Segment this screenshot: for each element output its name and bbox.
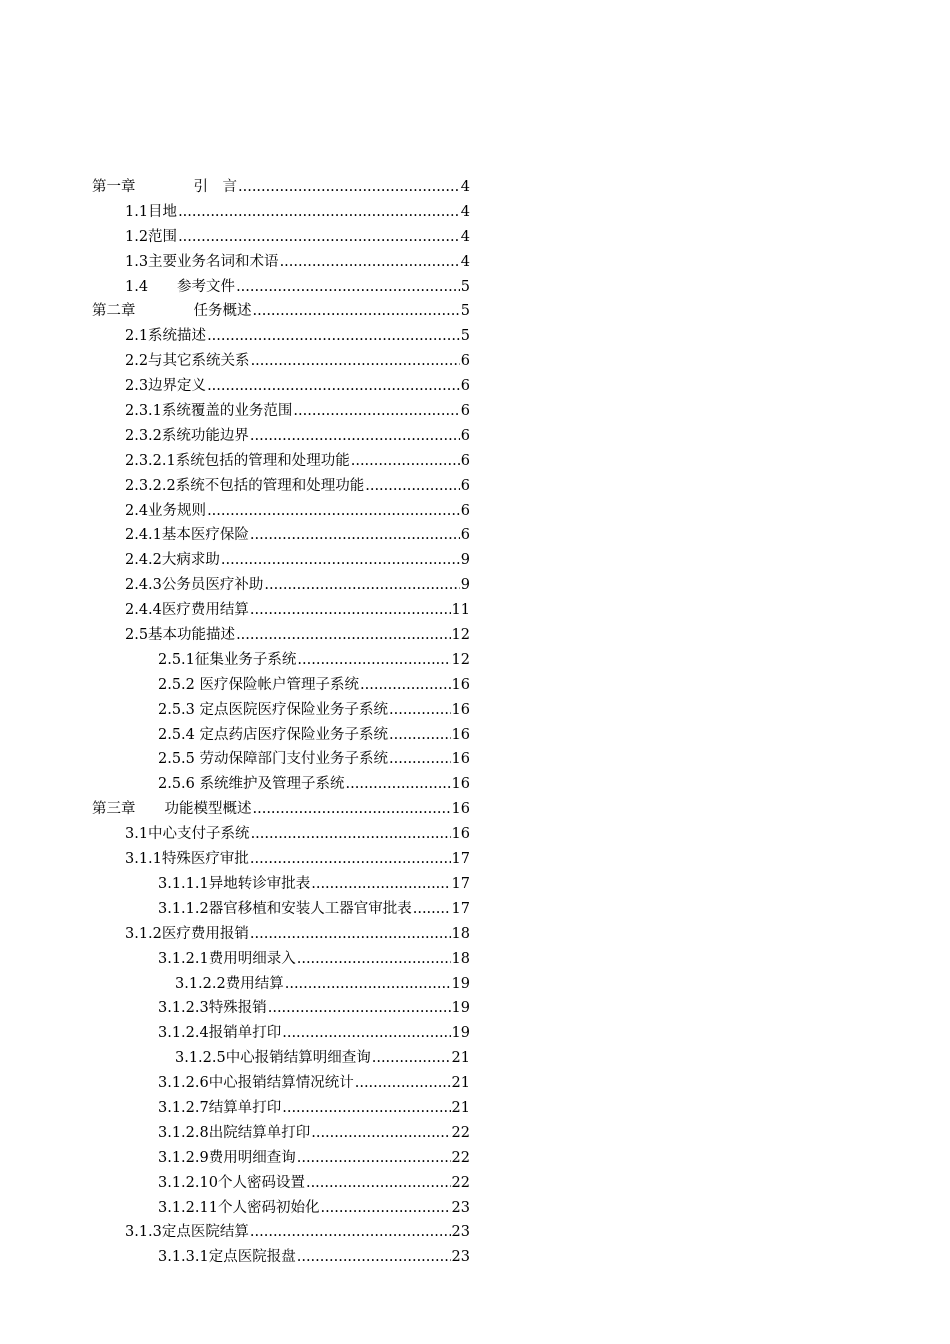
toc-leader-dots bbox=[236, 275, 460, 300]
toc-leader-dots bbox=[207, 499, 460, 524]
toc-entry-text: 3.1.2.4报销单打印 bbox=[158, 1025, 282, 1042]
toc-entry-text: 2.3边界定义 bbox=[125, 378, 207, 395]
toc-page-number: 17 bbox=[451, 900, 470, 917]
toc-entry-text: 1.2范围 bbox=[125, 228, 178, 245]
toc-leader-dots bbox=[297, 648, 450, 673]
toc-leader-dots bbox=[207, 374, 460, 399]
toc-entry[interactable] bbox=[158, 747, 470, 772]
toc-page-number: 16 bbox=[451, 726, 470, 743]
toc-page-number: 19 bbox=[451, 1025, 470, 1042]
toc-leader-dots bbox=[297, 1245, 451, 1270]
toc-page-number: 9 bbox=[460, 552, 470, 569]
toc-entry-text: 3.1.2.11个人密码初始化 bbox=[158, 1199, 320, 1216]
toc-page-number: 6 bbox=[460, 477, 470, 494]
toc-entry-text: 2.5.1征集业务子系统 bbox=[158, 651, 297, 668]
toc-entry[interactable] bbox=[125, 250, 470, 275]
toc-entry-text: 2.3.1系统覆盖的业务范围 bbox=[125, 403, 293, 420]
toc-entry[interactable] bbox=[125, 449, 470, 474]
toc-entry-text: 3.1.2.1费用明细录入 bbox=[158, 950, 296, 967]
toc-leader-dots bbox=[253, 797, 451, 822]
toc-entry-text: 2.2与其它系统关系 bbox=[125, 353, 250, 370]
toc-entry-text: 2.3.2.2系统不包括的管理和处理功能 bbox=[125, 477, 365, 494]
toc-leader-dots bbox=[282, 1021, 450, 1046]
toc-entry-text: 2.5.5 劳动保障部门支付业务子系统 bbox=[158, 751, 389, 768]
toc-page-number: 16 bbox=[451, 676, 470, 693]
toc-page-number: 6 bbox=[460, 403, 470, 420]
toc-entry[interactable] bbox=[175, 1046, 470, 1071]
toc-page-number: 21 bbox=[451, 1050, 470, 1067]
toc-entry-text: 1.4 参考文件 bbox=[125, 278, 236, 295]
toc-page-number: 21 bbox=[451, 1099, 470, 1116]
toc-page-number: 19 bbox=[451, 1000, 470, 1017]
toc-entry-text: 3.1.2.6中心报销结算情况统计 bbox=[158, 1075, 354, 1092]
toc-page-number: 6 bbox=[460, 527, 470, 544]
toc-entry[interactable] bbox=[158, 723, 470, 748]
toc-leader-dots bbox=[250, 598, 451, 623]
toc-entry-text: 2.3.2.1系统包括的管理和处理功能 bbox=[125, 452, 350, 469]
toc-leader-dots bbox=[250, 523, 460, 548]
toc-leader-dots bbox=[293, 399, 459, 424]
toc-entry-text: 2.5.3 定点医院医疗保险业务子系统 bbox=[158, 701, 389, 718]
toc-entry[interactable] bbox=[125, 275, 470, 300]
toc-entry-text: 第一章 引 言 bbox=[92, 179, 237, 195]
toc-page-number: 6 bbox=[460, 353, 470, 370]
toc-page-number: 4 bbox=[460, 203, 470, 220]
toc-entry[interactable] bbox=[158, 897, 470, 922]
toc-entry[interactable] bbox=[158, 1196, 470, 1221]
toc-entry[interactable] bbox=[158, 872, 470, 897]
toc-entry-text: 3.1.2.2费用结算 bbox=[175, 975, 284, 992]
toc-entry-text: 1.3主要业务名词和术语 bbox=[125, 253, 279, 270]
toc-leader-dots bbox=[178, 200, 460, 225]
toc-page-number: 5 bbox=[460, 328, 470, 345]
toc-entry[interactable] bbox=[125, 573, 470, 598]
toc-entry[interactable] bbox=[158, 1021, 470, 1046]
toc-entry[interactable] bbox=[125, 922, 470, 947]
toc-leader-dots bbox=[389, 747, 451, 772]
toc-entry-text: 3.1中心支付子系统 bbox=[125, 826, 250, 843]
toc-entry[interactable] bbox=[158, 1146, 470, 1171]
table-of-contents bbox=[0, 175, 950, 1270]
toc-entry-text: 2.4业务规则 bbox=[125, 502, 207, 519]
toc-entry-text: 3.1.3定点医院结算 bbox=[125, 1224, 249, 1241]
toc-entry-text: 2.5.6 系统维护及管理子系统 bbox=[158, 776, 345, 793]
toc-leader-dots bbox=[389, 698, 451, 723]
toc-leader-dots bbox=[253, 299, 460, 324]
toc-entry[interactable] bbox=[158, 1096, 470, 1121]
toc-entry[interactable] bbox=[125, 499, 470, 524]
toc-page-number: 4 bbox=[460, 179, 470, 195]
toc-leader-dots bbox=[311, 872, 450, 897]
toc-leader-dots bbox=[297, 947, 451, 972]
toc-page-number: 16 bbox=[451, 751, 470, 768]
toc-entry[interactable] bbox=[92, 299, 470, 324]
toc-leader-dots bbox=[372, 1046, 451, 1071]
toc-entry-text: 3.1.3.1定点医院报盘 bbox=[158, 1249, 296, 1266]
toc-page-number: 22 bbox=[451, 1174, 470, 1191]
toc-leader-dots bbox=[311, 1121, 450, 1146]
toc-leader-dots bbox=[178, 225, 460, 250]
toc-page-number: 16 bbox=[451, 801, 470, 818]
toc-leader-dots bbox=[250, 922, 451, 947]
toc-entry-text: 3.1.1.1异地转诊审批表 bbox=[158, 875, 311, 892]
toc-leader-dots bbox=[346, 772, 451, 797]
toc-entry-text: 3.1.2.10个人密码设置 bbox=[158, 1174, 305, 1191]
toc-entry[interactable] bbox=[125, 374, 470, 399]
toc-leader-dots bbox=[268, 996, 451, 1021]
toc-entry[interactable] bbox=[125, 324, 470, 349]
toc-entry-text: 3.1.2.8出院结算单打印 bbox=[158, 1124, 311, 1141]
toc-leader-dots bbox=[285, 972, 451, 997]
toc-entry[interactable] bbox=[158, 1121, 470, 1146]
toc-page-number: 6 bbox=[460, 378, 470, 395]
toc-entry[interactable] bbox=[125, 523, 470, 548]
toc-entry[interactable] bbox=[125, 200, 470, 225]
toc-page-number: 12 bbox=[451, 651, 470, 668]
toc-leader-dots bbox=[282, 1096, 450, 1121]
toc-page-number: 5 bbox=[460, 303, 470, 320]
toc-entry[interactable] bbox=[158, 1071, 470, 1096]
toc-page-number: 22 bbox=[451, 1124, 470, 1141]
toc-entry-text: 2.4.1基本医疗保险 bbox=[125, 527, 249, 544]
toc-entry[interactable] bbox=[158, 698, 470, 723]
toc-leader-dots bbox=[251, 822, 451, 847]
toc-leader-dots bbox=[413, 897, 451, 922]
toc-leader-dots bbox=[250, 1220, 451, 1245]
toc-page-number: 19 bbox=[451, 975, 470, 992]
toc-entry[interactable] bbox=[158, 648, 470, 673]
toc-entry[interactable] bbox=[125, 822, 470, 847]
toc-entry[interactable] bbox=[158, 1171, 470, 1196]
toc-entry[interactable] bbox=[92, 175, 470, 200]
toc-entry[interactable] bbox=[92, 797, 470, 822]
toc-entry-text: 3.1.2.5中心报销结算明细查询 bbox=[175, 1050, 371, 1067]
toc-entry-text: 第二章 任务概述 bbox=[92, 303, 252, 320]
toc-entry[interactable] bbox=[125, 548, 470, 573]
toc-entry[interactable] bbox=[125, 474, 470, 499]
toc-entry[interactable] bbox=[158, 772, 470, 797]
toc-leader-dots bbox=[306, 1171, 451, 1196]
toc-leader-dots bbox=[250, 424, 460, 449]
toc-page-number: 17 bbox=[451, 875, 470, 892]
toc-leader-dots bbox=[360, 673, 451, 698]
toc-page-number: 6 bbox=[460, 502, 470, 519]
toc-entry-text: 2.1系统描述 bbox=[125, 328, 207, 345]
toc-leader-dots bbox=[389, 723, 451, 748]
toc-page-number: 4 bbox=[460, 253, 470, 270]
toc-page-number: 12 bbox=[451, 627, 470, 644]
toc-entry-text: 2.4.4医疗费用结算 bbox=[125, 602, 249, 619]
toc-leader-dots bbox=[297, 1146, 451, 1171]
toc-entry[interactable] bbox=[125, 225, 470, 250]
toc-entry-text: 2.4.3公务员医疗补助 bbox=[125, 577, 264, 594]
toc-page-number: 22 bbox=[451, 1149, 470, 1166]
toc-entry[interactable] bbox=[125, 399, 470, 424]
toc-entry-text: 1.1目地 bbox=[125, 203, 178, 220]
toc-leader-dots bbox=[280, 250, 460, 275]
toc-leader-dots bbox=[264, 573, 459, 598]
toc-entry-text: 3.1.2.9费用明细查询 bbox=[158, 1149, 296, 1166]
toc-entry[interactable] bbox=[158, 673, 470, 698]
toc-entry-text: 2.5.2 医疗保险帐户管理子系统 bbox=[158, 676, 360, 693]
toc-entry[interactable] bbox=[125, 623, 470, 648]
toc-leader-dots bbox=[238, 175, 460, 200]
toc-entry-text: 2.3.2系统功能边界 bbox=[125, 427, 249, 444]
toc-page-number: 11 bbox=[451, 602, 470, 619]
toc-leader-dots bbox=[351, 449, 460, 474]
toc-page-number: 18 bbox=[451, 950, 470, 967]
toc-page-number: 5 bbox=[460, 278, 470, 295]
toc-leader-dots bbox=[365, 474, 460, 499]
toc-page-number: 16 bbox=[451, 701, 470, 718]
toc-page-number: 23 bbox=[451, 1199, 470, 1216]
toc-entry[interactable] bbox=[125, 349, 470, 374]
toc-page-number: 16 bbox=[451, 826, 470, 843]
toc-page-number: 4 bbox=[460, 228, 470, 245]
toc-leader-dots bbox=[221, 548, 460, 573]
toc-entry[interactable] bbox=[125, 1220, 470, 1245]
toc-page-number: 16 bbox=[451, 776, 470, 793]
toc-entry-text: 3.1.2医疗费用报销 bbox=[125, 925, 249, 942]
toc-page-number: 21 bbox=[451, 1075, 470, 1092]
toc-page-number: 9 bbox=[460, 577, 470, 594]
toc-entry-text: 3.1.1.2器官移植和安装人工器官审批表 bbox=[158, 900, 412, 917]
toc-page-number: 17 bbox=[451, 851, 470, 868]
toc-leader-dots bbox=[355, 1071, 451, 1096]
toc-entry[interactable] bbox=[125, 424, 470, 449]
toc-leader-dots bbox=[207, 324, 460, 349]
toc-entry-text: 2.5.4 定点药店医疗保险业务子系统 bbox=[158, 726, 389, 743]
toc-entry[interactable] bbox=[125, 598, 470, 623]
toc-page-number: 23 bbox=[451, 1249, 470, 1266]
toc-page-number: 6 bbox=[460, 452, 470, 469]
toc-entry-text: 2.4.2大病求助 bbox=[125, 552, 220, 569]
toc-page-number: 23 bbox=[451, 1224, 470, 1241]
toc-leader-dots bbox=[250, 847, 451, 872]
toc-entry[interactable] bbox=[158, 947, 470, 972]
toc-entry[interactable] bbox=[125, 847, 470, 872]
toc-entry[interactable] bbox=[158, 996, 470, 1021]
toc-leader-dots bbox=[320, 1196, 450, 1221]
toc-entry-text: 3.1.2.7结算单打印 bbox=[158, 1099, 282, 1116]
toc-leader-dots bbox=[236, 623, 450, 648]
toc-entry-text: 2.5基本功能描述 bbox=[125, 627, 236, 644]
toc-entry[interactable] bbox=[175, 972, 470, 997]
toc-page-number: 6 bbox=[460, 427, 470, 444]
toc-entry[interactable] bbox=[158, 1245, 470, 1270]
toc-entry-text: 3.1.1特殊医疗审批 bbox=[125, 851, 249, 868]
toc-leader-dots bbox=[251, 349, 460, 374]
toc-entry-text: 第三章 功能模型概述 bbox=[92, 801, 252, 818]
toc-page-number: 18 bbox=[451, 925, 470, 942]
toc-entry-text: 3.1.2.3特殊报销 bbox=[158, 1000, 267, 1017]
